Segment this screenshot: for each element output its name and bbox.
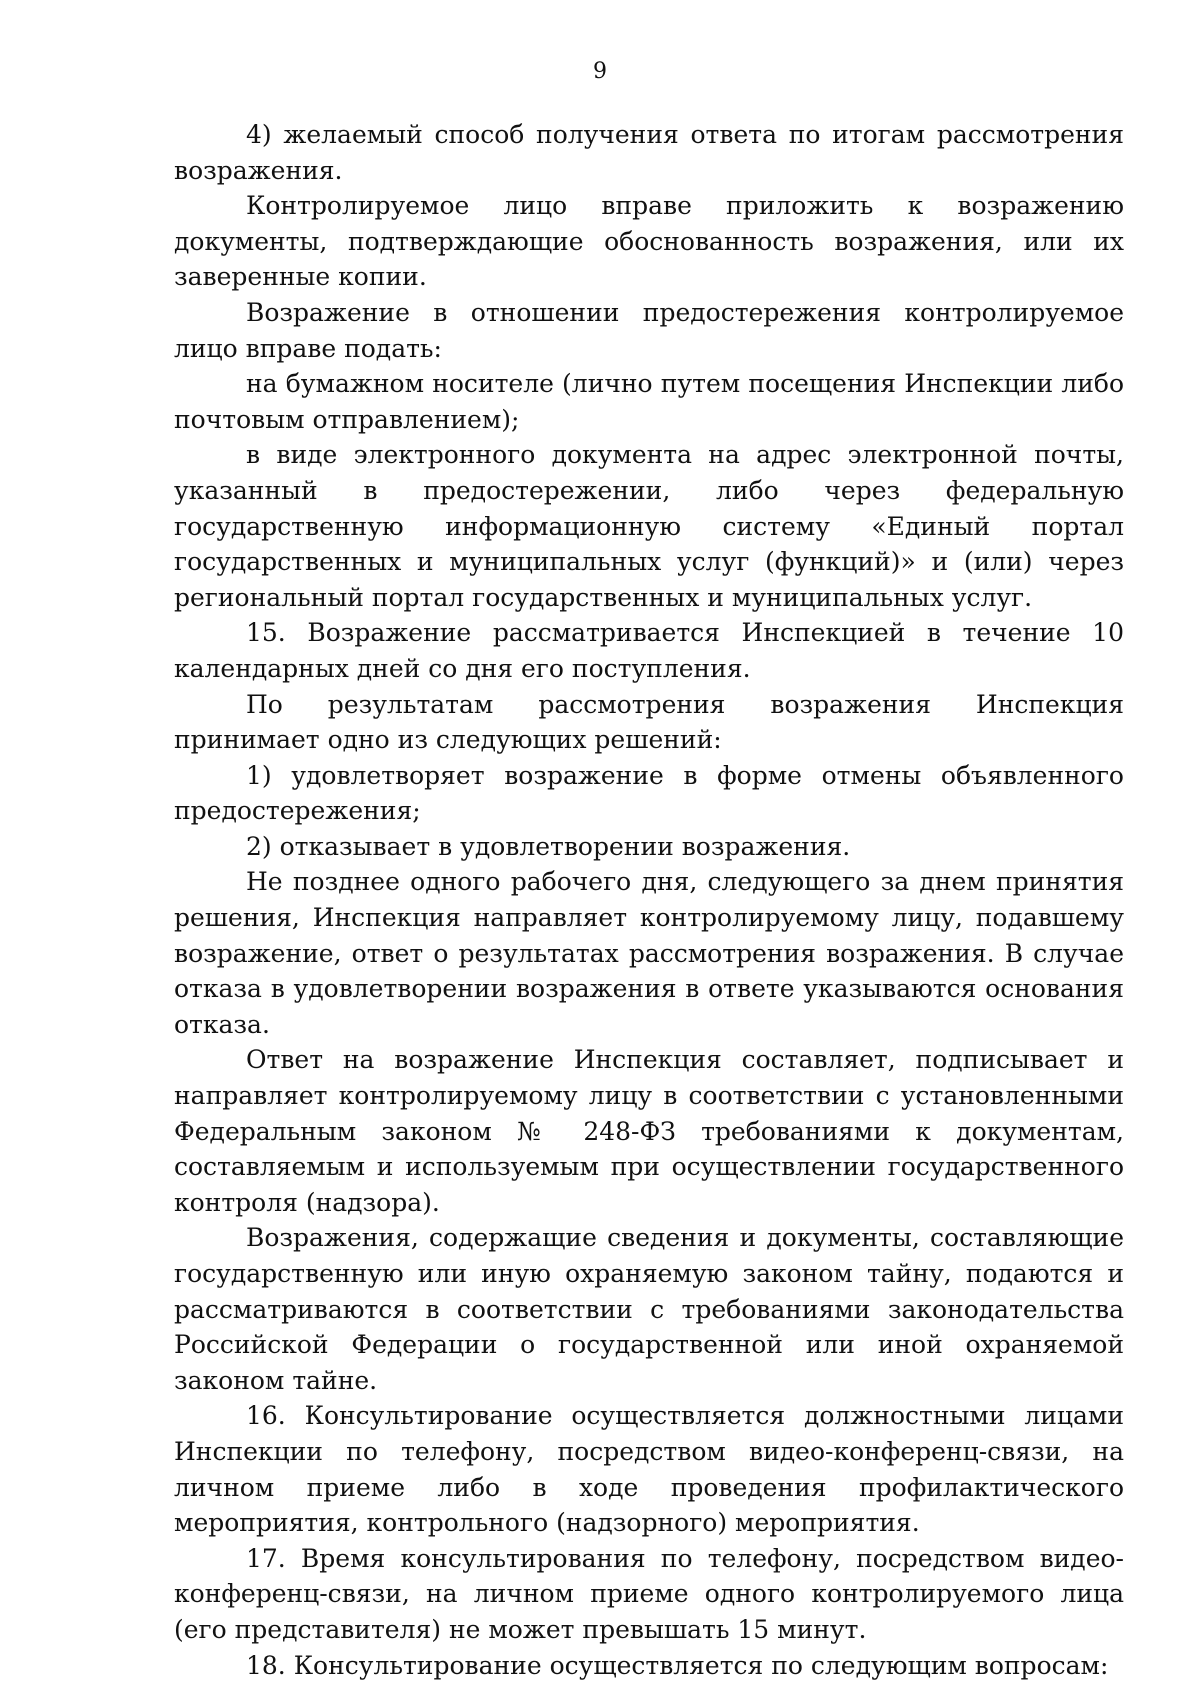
paragraph: 15. Возражение рассматривается Инспекцией в течение 10 календарных дней со дня его поступления. — [174, 618, 1124, 683]
paragraph: Не позднее одного рабочего дня, следующего за днем принятия решения, Инспекция направляет контролируемому лицу, подавшему возражение, ответ о результатах рассмотрения возражения. В случае отказа в удовлетворении возражения в ответе указываются основания отказа. — [174, 867, 1124, 1039]
paragraph: Ответ на возражение Инспекция составляет, подписывает и направляет контролируемому лицу в соответствии с установленными Федеральным законом № 248-ФЗ требованиями к документам, составляемым и используемым при осуществлении государственного контроля (надзора). — [174, 1045, 1124, 1217]
paragraph: Возражение в отношении предостережения контролируемое лицо вправе подать: — [174, 297, 1124, 363]
paragraph: 4) желаемый способ получения ответа по итогам рассмотрения возражения. — [174, 120, 1124, 185]
paragraph: в виде электронного документа на адрес электронной почты, указанный в предостережении, либо через федеральную государственную информационную систему «Единый портал государственных и муниципальных услуг (функций)» и (или) через региональный портал государственных и муниципальных услуг. — [174, 440, 1124, 612]
document-body — [174, 117, 1124, 1683]
paragraph: 18. Консультирование осуществляется по следующим вопросам: — [246, 1650, 1109, 1680]
paragraph: 2) отказывает в удовлетворении возражения. — [246, 831, 851, 861]
paragraph: 17. Время консультирования по телефону, посредством видео-конференц-связи, на личном приеме одного контролируемого лица (его представителя) не может превышать 15 минут. — [174, 1543, 1124, 1644]
paragraph: По результатам рассмотрения возражения Инспекция принимает одно из следующих решений: — [174, 689, 1124, 755]
paragraph: Контролируемое лицо вправе приложить к возражению документы, подтверждающие обоснованность возражения, или их заверенные копии. — [174, 191, 1124, 292]
page-number: 9 — [593, 59, 607, 84]
paragraph: на бумажном носителе (лично путем посещения Инспекции либо почтовым отправлением); — [174, 369, 1124, 434]
paragraph: Возражения, содержащие сведения и документы, составляющие государственную или иную охраняемую законом тайну, подаются и рассматриваются в соответствии с требованиями законодательства Российской Федерации о государственной или иной охраняемой законом тайне. — [174, 1223, 1124, 1395]
paragraph: 1) удовлетворяет возражение в форме отмены объявленного предостережения; — [174, 760, 1124, 826]
paragraph: 16. Консультирование осуществляется должностными лицами Инспекции по телефону, посредством видео-конференц-связи, на личном приеме либо в ходе проведения профилактического мероприятия, контрольного (надзорного) мероприятия. — [174, 1401, 1124, 1538]
